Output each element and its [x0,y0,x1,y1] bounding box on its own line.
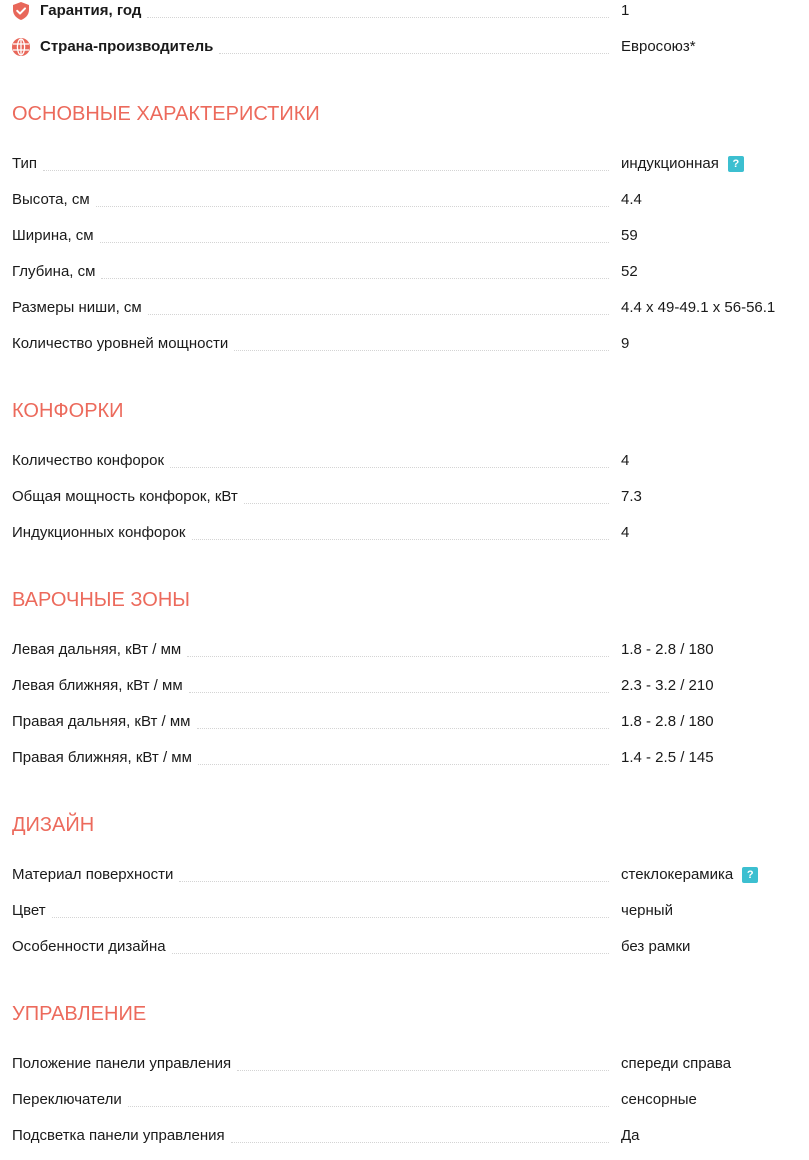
spec-value: 9 [621,335,630,352]
spec-value: стеклокерамика ? [621,865,758,885]
spec-row [12,487,809,507]
spec-label: Глубина, см [12,263,96,280]
spec-row-warranty [12,1,809,21]
spec-value: Евросоюз* [621,38,696,55]
spec-row [12,154,809,174]
leader-dots [189,692,609,693]
spec-label: Левая ближняя, кВт / мм [12,677,183,694]
spec-value: 1.8 - 2.8 / 180 [621,641,714,658]
spec-label: Тип [12,155,38,172]
spec-label: Количество уровней мощности [12,335,229,352]
spec-row [12,712,809,732]
spec-value: 1 [621,2,630,19]
spec-label: Переключатели [12,1091,122,1108]
spec-value: Да [621,1127,640,1144]
spec-label: Правая дальняя, кВт / мм [12,713,191,730]
spec-value: без рамки [621,938,691,955]
section-title-burners: КОНФОРКИ [12,400,124,422]
spec-row [12,226,809,246]
spec-value: 1.8 - 2.8 / 180 [621,713,714,730]
help-icon[interactable]: ? [728,156,744,172]
spec-value: сенсорные [621,1091,697,1108]
spec-value: 1.4 - 2.5 / 145 [621,749,714,766]
leader-dots [198,764,609,765]
spec-row [12,334,809,354]
spec-row [12,676,809,696]
spec-label: Высота, см [12,191,90,208]
leader-dots [101,278,609,279]
spec-value: 52 [621,263,638,280]
leader-dots [187,656,609,657]
leader-dots [148,314,609,315]
spec-row [12,262,809,282]
leader-dots [100,242,609,243]
spec-row-country [12,37,809,57]
help-icon[interactable]: ? [742,867,758,883]
section-title-main: ОСНОВНЫЕ ХАРАКТЕРИСТИКИ [12,103,320,125]
spec-label: Положение панели управления [12,1055,232,1072]
spec-value: 2.3 - 3.2 / 210 [621,677,714,694]
spec-value: спереди справа [621,1055,732,1072]
spec-label: Размеры ниши, см [12,299,142,316]
spec-row [12,901,809,921]
spec-label: Правая ближняя, кВт / мм [12,749,192,766]
globe-icon [12,38,30,56]
leader-dots [172,953,609,954]
section-title-cooking-zones: ВАРОЧНЫЕ ЗОНЫ [12,589,190,611]
leader-dots [237,1070,609,1071]
section-title-controls: УПРАВЛЕНИЕ [12,1003,147,1025]
spec-row [12,748,809,768]
spec-value: 4 [621,452,630,469]
leader-dots [96,206,609,207]
spec-value: индукционная ? [621,154,744,174]
leader-dots [43,170,609,171]
leader-dots [219,53,609,54]
leader-dots [52,917,609,918]
leader-dots [147,17,609,18]
spec-value: черный [621,902,673,919]
spec-row [12,523,809,543]
spec-label: Количество конфорок [12,452,165,469]
section-title-design: ДИЗАЙН [12,814,95,836]
spec-value: 59 [621,227,638,244]
spec-label: Подсветка панели управления [12,1127,225,1144]
leader-dots [192,539,610,540]
spec-label: Общая мощность конфорок, кВт [12,488,238,505]
spec-row [12,1126,809,1146]
spec-row [12,1090,809,1110]
spec-row [12,298,809,318]
spec-label: Индукционных конфорок [12,524,186,541]
spec-value: 4.4 [621,191,642,208]
leader-dots [234,350,609,351]
spec-label: Левая дальняя, кВт / мм [12,641,182,658]
spec-row [12,190,809,210]
leader-dots [244,503,609,504]
spec-label: Особенности дизайна [12,938,166,955]
spec-label: Гарантия, год [40,2,142,19]
spec-value: 4.4 x 49-49.1 x 56-56.1 [621,299,776,316]
spec-value: 7.3 [621,488,642,505]
spec-value: 4 [621,524,630,541]
leader-dots [128,1106,609,1107]
leader-dots [231,1142,609,1143]
spec-row [12,937,809,957]
spec-label: Ширина, см [12,227,94,244]
spec-label: Страна-производитель [40,38,214,55]
spec-label: Материал поверхности [12,866,174,883]
leader-dots [179,881,609,882]
spec-label: Цвет [12,902,46,919]
spec-row [12,451,809,471]
spec-row [12,640,809,660]
spec-row [12,1054,809,1074]
spec-row [12,865,809,885]
leader-dots [197,728,610,729]
shield-check-icon [12,2,30,20]
leader-dots [170,467,609,468]
